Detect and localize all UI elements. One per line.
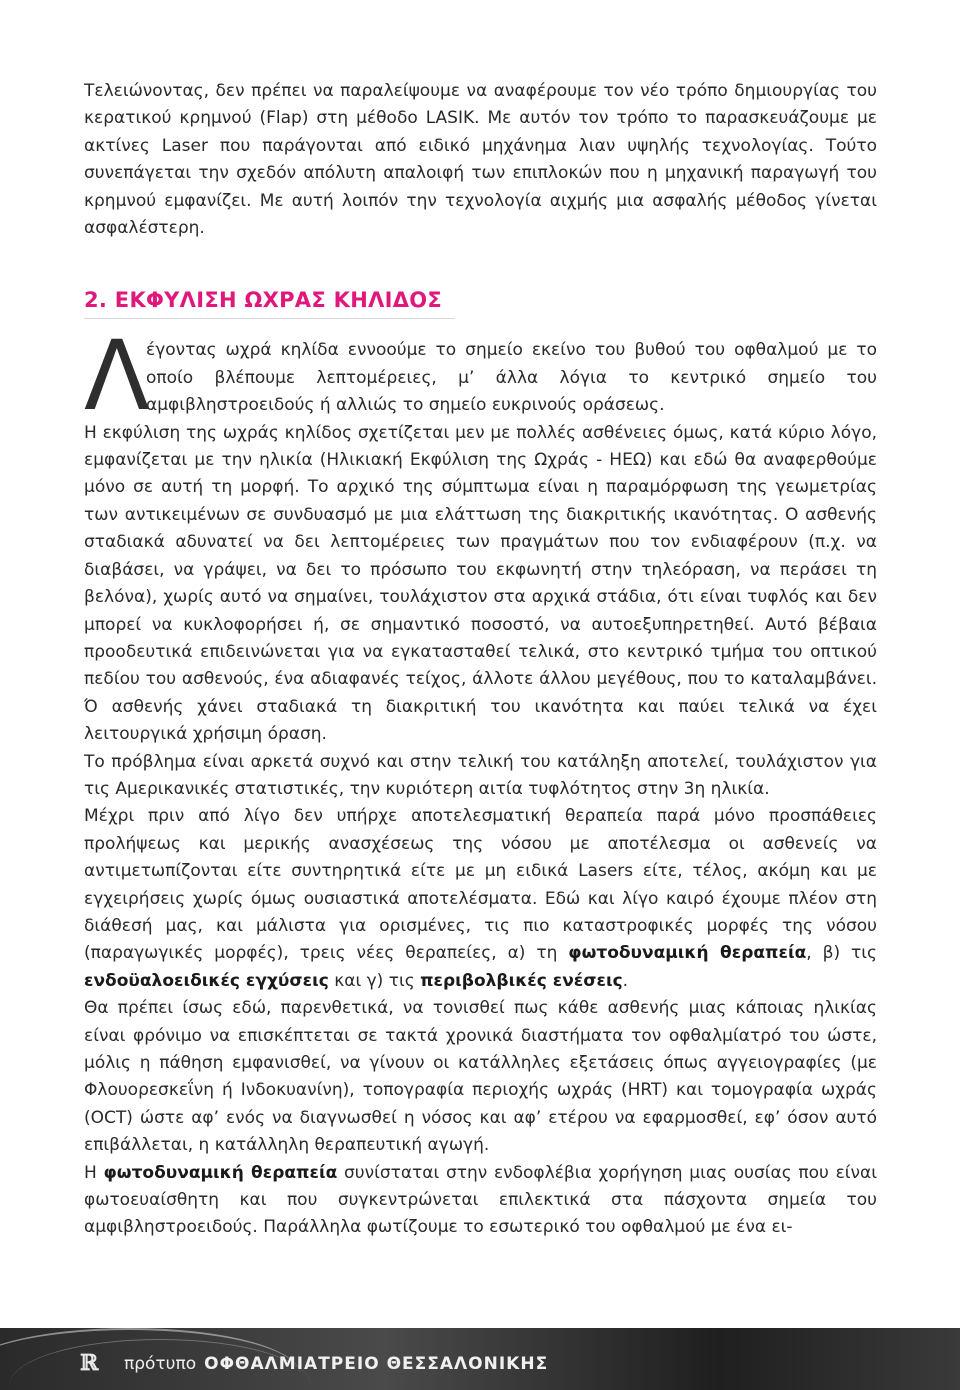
intro-paragraph: Τελειώνοντας, δεν πρέπει να παραλείψουμε να αναφέρουμε τον νέο τρόπο δημιουργίας του κερατικού κρημνού (Flap) στη μέθοδο LASIK. Με αυτόν τον τρόπο το παρασκευάζουμε με ακτίνες Laser που παράγονται από ειδικό μηχάνημα λιαν υψηλής τεχνολογίας. Τούτο συνεπάγεται την σχεδόν απόλυτη απαλοιφή των επιπλοκών που η μηχανική παραγωγή του κρημνού εμφανίζει. Με αυτή λοιπόν την τεχνολογία αιχμής μια ασφαλής μέθοδος γίνεται ασφαλέστερη. — [84, 81, 877, 239]
footer-banner — [0, 1328, 960, 1390]
paragraph-5-start: Η — [84, 1162, 104, 1183]
treatment-3: περιβολβικές ενέσεις — [420, 970, 623, 991]
treatment-2: ενδοϋαλοειδικές εγχύσεις — [84, 970, 329, 991]
paragraph-1: Η εκφύλιση της ωχράς κηλίδος σχετίζεται μεν με πολλές ασθένειες όμως, κατά κύριο λόγο, εμφανίζεται με την ηλικία (Ηλικιακή Εκφύλιση της Ωχράς - ΗΕΩ) και εδώ θα αναφερθούμε μόνο σε αυτή τη μορφή. Το αρχικό της σύμπτωμα είναι η παραμόρφωση της γεωμετρίας των αντικειμένων σε συνδυασμό με μια ελάττωση της διακριτικής ικανότητας. Ο ασθενής σταδιακά αδυνατεί να δει λεπτομέρειες των πραγμάτων που τον ενδιαφέρουν (π.χ. να διαβάσει, να γράψει, να δει το πρόσωπο του εκφωνητή στην τηλεόραση, να περάσει τη βελόνα), χωρίς αυτό να σημαίνει, τουλάχιστον στα αρχικά στάδια, ότι είναι τυφλός και δεν μπορεί να κυκλοφορήσει ή, σε σημαντικό ποσοστό, να αυτοεξυπηρετηθεί. Αυτό βέβαια προοδευτικά επιδεινώνεται για να εγκατασταθεί τελικά, στο κεντρικό τμήμα του οπτικού πεδίου του ασθενούς, ένα αδιαφανές τείχος, άλλοτε άλλου μεγέθους, που το καταλαμβάνει. Ό ασθενής χάνει σταδιακά τη διακριτική του ικανότητα και παύει τελικά να έχει λειτουργικά χρήσιμη όραση. — [84, 422, 877, 745]
paragraph-5-bold: φωτοδυναμική θεραπεία — [103, 1162, 338, 1183]
paragraph-5 — [84, 1160, 877, 1242]
paragraph-3-text: Μέχρι πριν από λίγο δεν υπήρχε αποτελεσματική θεραπεία παρά μόνο προσπάθειες προλήψεως και μερικής ανασχέσεως της νόσου με αποτέλεσμα οι ασθενείς να αντιμετωπίζονται είτε συντηρητικά είτε με μη ειδικά Lasers είτε, τέλος, ακόμη και με εγχειρήσεις χωρίς όμως ουσιαστικά αποτελέσματα. Εδώ και λίγο καιρό έχουμε πλέον στη διάθεσή μας, και μάλιστα για ορισμένες, τις πιο καταστροφικές μορφές της νόσου (παραγωγικές μορφές), τρεις νέες θεραπείες, α) τη — [84, 806, 877, 964]
logo-icon: ℝ — [80, 1350, 97, 1376]
paragraph-3 — [84, 803, 877, 995]
paragraph-3-end: . — [622, 970, 629, 991]
paragraph-2: Το πρόβλημα είναι αρκετά συχνό και στην τελική του κατάληξη αποτελεί, τουλάχιστον για τις Αμερικανικές στατιστικές, την κυριότερη αιτία τυφλότητος στην 3η ηλικία. — [84, 751, 877, 799]
dropcap-text: έγοντας ωχρά κηλίδα εννοούμε το σημείο εκείνο του βυθού του οφθαλμού με το οποίο βλέπουμε λεπτομέρειες, μ’ άλλα λόγια το κεντρικό σημείο του αμφιβληστροειδούς ή αλλιώς το σημείο ευκρινούς οράσεως. — [146, 340, 877, 416]
section-heading: 2. ΕΚΦΥΛΙΣΗ ΩΧΡΑΣ ΚΗΛΙΔΟΣ — [84, 288, 455, 319]
footer-name: ΟΦΘΑΛΜΙΑΤΡΕΙΟ ΘΕΣΣΑΛΟΝΙΚΗΣ — [204, 1354, 549, 1374]
footer-prefix: πρότυπο — [124, 1354, 197, 1374]
page-content — [84, 78, 877, 1242]
footer-brand — [124, 1354, 548, 1374]
paragraph-5-rest: συνίσταται στην ενδοφλέβια χορήγηση μιας ουσίας που είναι φωτοευαίσθητη και που συγκεντρώνεται επιλεκτικά στα πάσχοντα σημεία του αμφιβληστροειδούς. Παράλληλα φωτίζουμε το εσωτερικό του οφθαλμού με ένα ει- — [84, 1162, 877, 1238]
dropcap-paragraph — [84, 320, 877, 433]
treatment-1: φωτοδυναμική θεραπεία — [568, 943, 807, 964]
dropcap-letter: Λ — [84, 320, 150, 433]
paragraph-3-sep-1: , β) τις — [806, 943, 877, 964]
paragraph-3-sep-2: και γ) τις — [328, 970, 421, 991]
paragraph-4: Θα πρέπει ίσως εδώ, παρενθετικά, να τονισθεί πως κάθε ασθενής μιας κάποιας ηλικίας είναι φρόνιμο να επισκέπτεται σε τακτά χρονικά διαστήματα τον οφθαλμίατρό του ώστε, μόλις η πάθηση εμφανισθεί, να γίνουν οι κατάλληλες εξετάσεις όπως αγγειογραφίες (με Φλουορεσκεΐνη ή Ινδοκυανίνη), τοπογραφία περιοχής ωχράς (HRT) και τομογραφία ωχράς (OCT) ώστε αφ’ ενός να διαγνωσθεί η νόσος και αφ’ ετέρου να εφαρμοσθεί, εφ’ όσον αυτό επιβάλλεται, η κατάλληλη θεραπευτική αγωγή. — [84, 998, 877, 1156]
